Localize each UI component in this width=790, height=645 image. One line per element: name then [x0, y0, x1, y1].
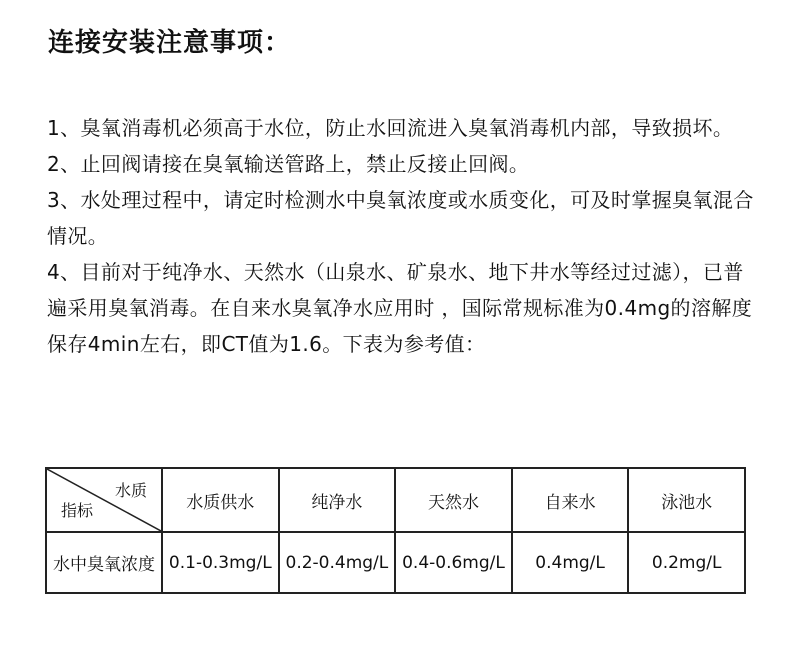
column-header: 纯净水 [279, 468, 396, 532]
page-title: 连接安装注意事项： [48, 28, 292, 58]
note-item: 3、水处理过程中，请定时检测水中臭氧浓度或水质变化，可及时掌握臭氧混合情况。 [47, 188, 754, 248]
column-header: 自来水 [512, 468, 629, 532]
table-cell: 0.4mg/L [512, 532, 629, 593]
note-item: 4、目前对于纯净水、天然水（山泉水、矿泉水、地下井水等经过过滤），已普遍采用臭氧消毒。在自来水臭氧净水应用时 ，国际常规标准为0.4mg的溶解度保存4min左右，即CT值为1.6。下表为参考值： [47, 260, 753, 356]
row-label: 水中臭氧浓度 [46, 532, 162, 593]
corner-label-water-quality: 水质 [114, 481, 147, 500]
table-corner-cell [46, 468, 162, 532]
table-cell: 0.1-0.3mg/L [162, 532, 279, 593]
notes-list [47, 110, 759, 362]
table-cell: 0.4-0.6mg/L [395, 532, 512, 593]
table-header-row [46, 468, 745, 532]
column-header: 天然水 [395, 468, 512, 532]
table-cell: 0.2-0.4mg/L [279, 532, 396, 593]
corner-label-indicator: 指标 [61, 501, 94, 520]
note-item: 1、臭氧消毒机必须高于水位，防止水回流进入臭氧消毒机内部，导致损坏。 [47, 116, 734, 140]
ozone-concentration-table [45, 467, 746, 594]
column-header: 泳池水 [628, 468, 745, 532]
table-row [46, 532, 745, 593]
note-item: 2、止回阀请接在臭氧输送管路上，禁止反接止回阀。 [47, 152, 530, 176]
table-cell: 0.2mg/L [628, 532, 745, 593]
column-header: 水质供水 [162, 468, 279, 532]
